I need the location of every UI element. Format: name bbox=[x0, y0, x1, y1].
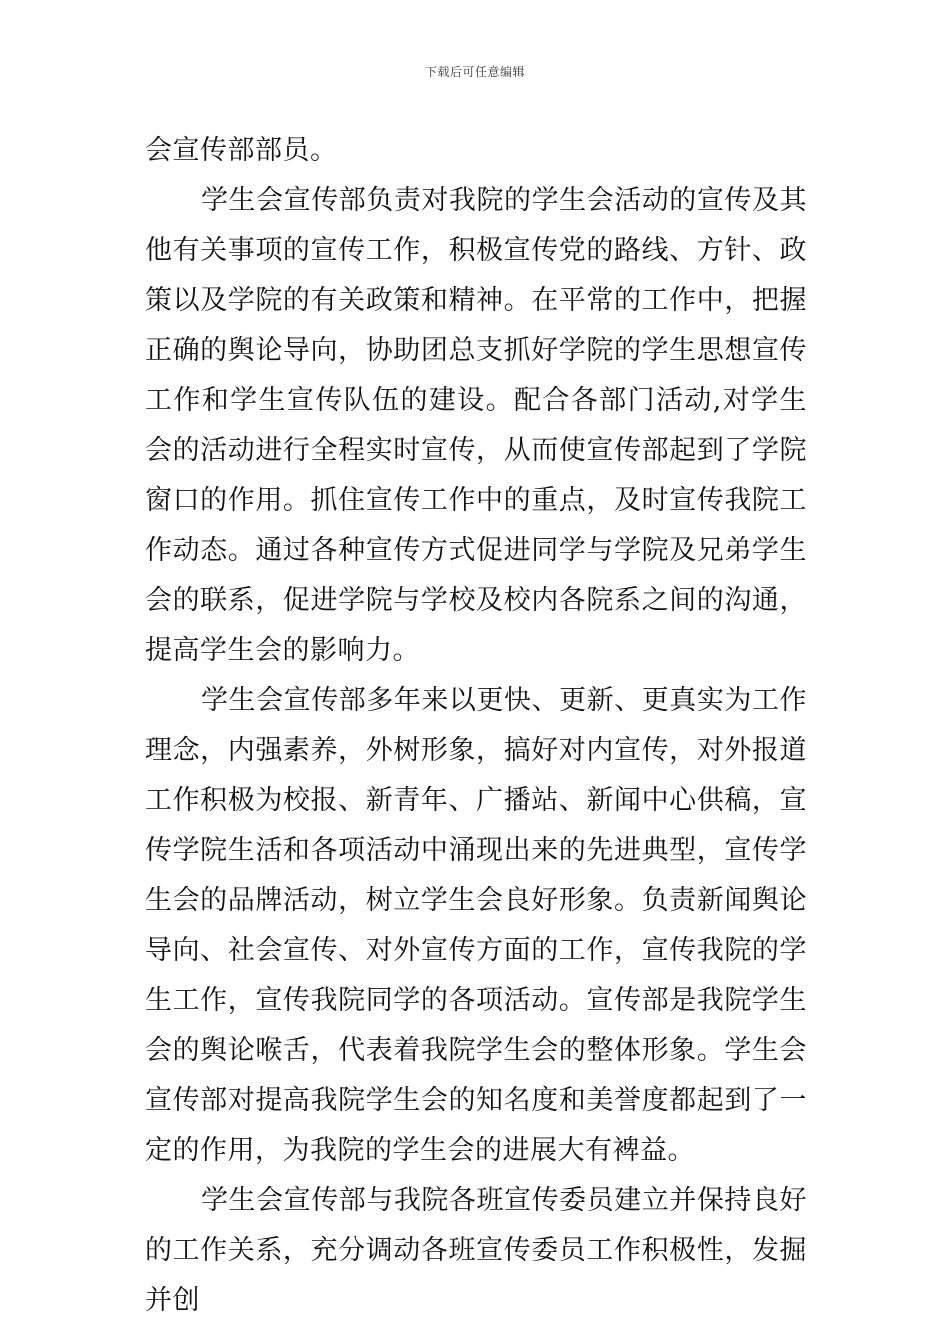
paragraph-responsibilities: 学生会宣传部负责对我院的学生会活动的宣传及其他有关事项的宣传工作，积极宣传党的路线、方针、政策以及学院的有关政策和精神。在平常的工作中，把握正确的舆论导向，协助团总支抓好学院的学生思想宣传工作和学生宣传队伍的建设。配合各部门活动,对学生会的活动进行全程实时宣传，从而使宣传部起到了学院窗口的作用。抓住宣传工作中的重点，及时宣传我院工作动态。通过各种宣传方式促进同学与学院及兄弟学生会的联系，促进学院与学校及校内各院系之间的沟通，提高学生会的影响力。 bbox=[145, 185, 807, 666]
paragraph-class-relations: 学生会宣传部与我院各班宣传委员建立并保持良好的工作关系，充分调动各班宣传委员工作积极性，发掘并创 bbox=[145, 1185, 807, 1316]
paragraph-philosophy: 学生会宣传部多年来以更快、更新、更真实为工作理念，内强素养，外树形象，搞好对内宣传，对外报道工作积极为校报、新青年、广播站、新闻中心供稿，宣传学院生活和各项活动中涌现出来的先进典型，宣传学生会的品牌活动，树立学生会良好形象。负责新闻舆论导向、社会宣传、对外宣传方面的工作，宣传我院的学生工作，宣传我院同学的各项活动。宣传部是我院学生会的舆论喉舌，代表着我院学生会的整体形象。学生会宣传部对提高我院学生会的知名度和美誉度都起到了一定的作用，为我院的学生会的进展大有裨益。 bbox=[145, 685, 807, 1166]
page-header-note: 下载后可任意编辑 bbox=[424, 65, 525, 79]
document-body bbox=[145, 126, 807, 1326]
paragraph-continuation: 会宣传部部员。 bbox=[145, 135, 338, 166]
